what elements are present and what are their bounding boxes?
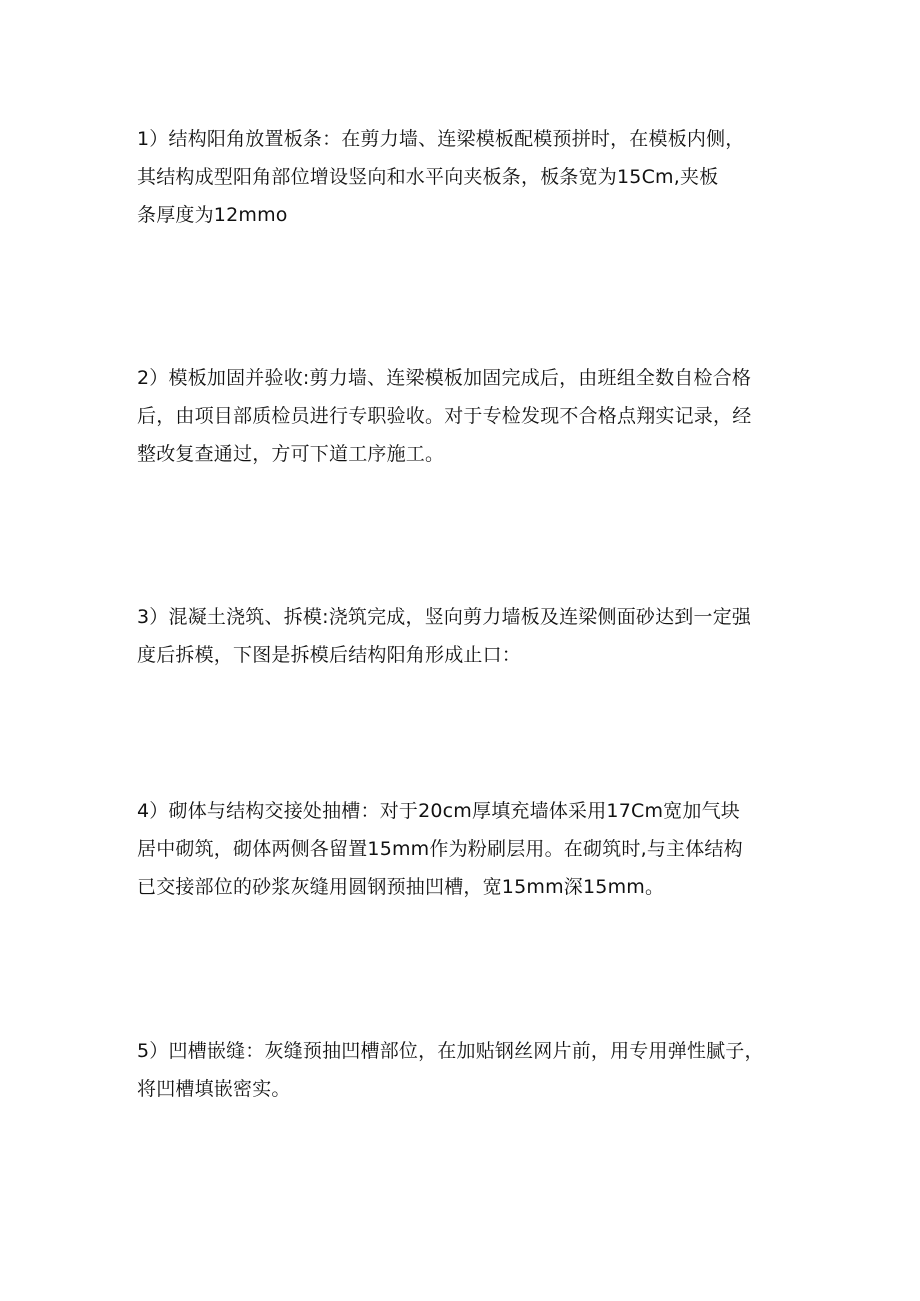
paragraph-line: 1）结构阳角放置板条：在剪力墙、连梁模板配模预拼时，在模板内侧， [137,128,745,150]
paragraph-1 [137,120,817,234]
paragraph-line: 度后拆模，下图是拆模后结构阳角形成止口： [137,644,522,666]
paragraph-4 [137,792,817,906]
paragraph-line: 5）凹槽嵌缝：灰缝预抽凹槽部位，在加贴钢丝网片前，用专用弹性腻子， [137,1040,764,1062]
paragraph-2 [137,359,817,473]
paragraph-line: 条厚度为12mmo [137,204,288,226]
paragraph-5 [137,1032,817,1108]
paragraph-3 [137,598,817,674]
paragraph-line: 整改复查通过，方可下道工序施工。 [137,443,445,465]
paragraph-line: 其结构成型阳角部位增设竖向和水平向夹板条，板条宽为15Cm,夹板 [137,166,719,188]
paragraph-line: 居中砌筑，砌体两侧各留置15mm作为粉刷层用。在砌筑时,与主体结构 [137,838,743,860]
paragraph-line: 3）混凝土浇筑、拆模:浇筑完成，竖向剪力墙板及连梁侧面砂达到一定强 [137,606,752,628]
paragraph-line: 已交接部位的砂浆灰缝用圆钢预抽凹槽，宽15mm深15mm。 [137,876,665,898]
paragraph-line: 4）砌体与结构交接处抽槽：对于20cm厚填充墙体采用17Cm宽加气块 [137,800,740,822]
paragraph-line: 2）模板加固并验收:剪力墙、连梁模板加固完成后，由班组全数自检合格 [137,367,752,389]
paragraph-line: 将凹槽填嵌密实。 [137,1078,291,1100]
paragraph-line: 后，由项目部质检员进行专职验收。对于专检发现不合格点翔实记录，经 [137,405,752,427]
